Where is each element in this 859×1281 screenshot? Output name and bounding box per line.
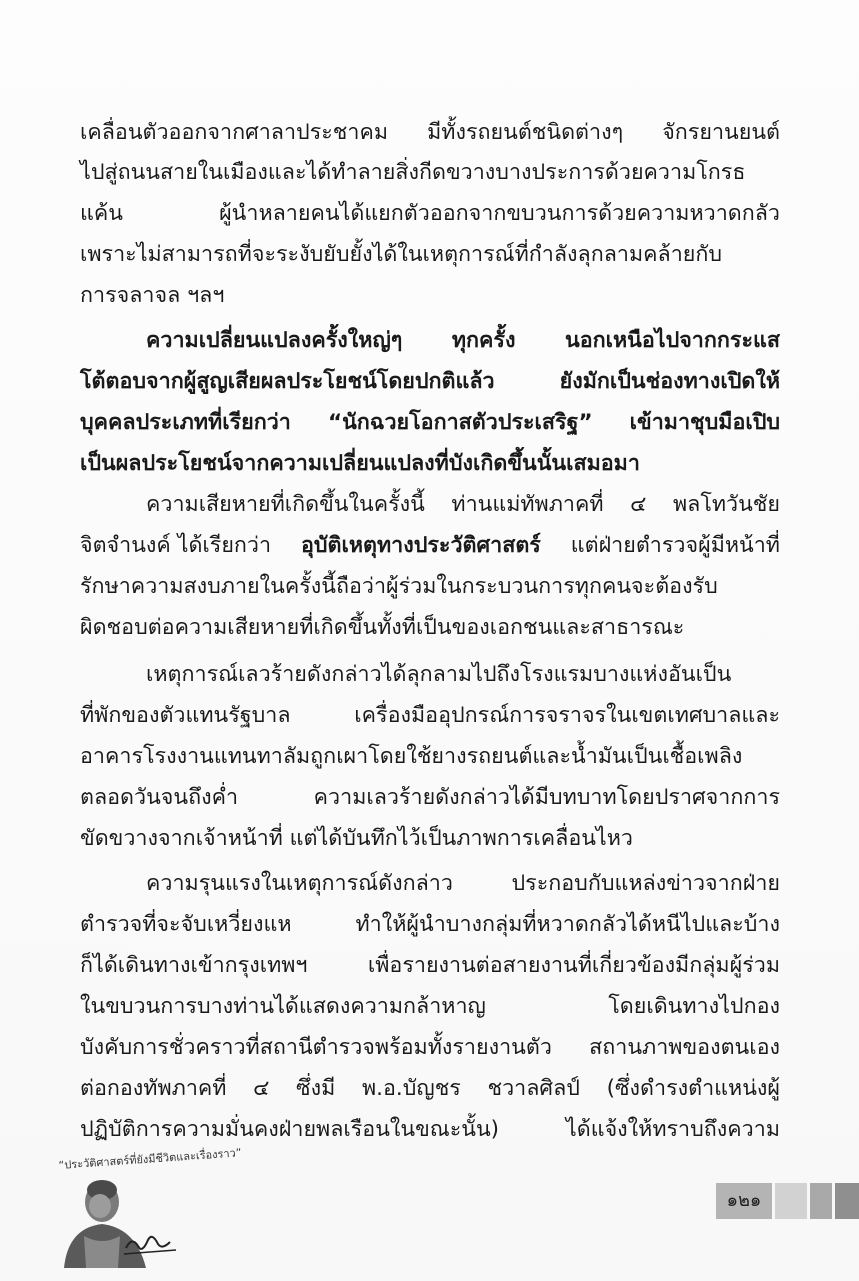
- paragraph-1-line-4: เพราะไม่สามารถที่จะระงับยับยั้งได้ในเหตุการณ์ที่กำลังลุกลามคล้ายกับ: [80, 242, 723, 267]
- paragraph-3-line-3: รักษาความสงบภายในครั้งนี้ถือว่าผู้ร่วมในกระบวนการทุกคนจะต้องรับ: [80, 574, 718, 599]
- tab-segment: [775, 1183, 807, 1219]
- paragraph-1-line-5: การจลาจล ฯลฯ: [80, 283, 225, 308]
- paragraph-1-line-3: แค้น ผู้นำหลายคนได้แยกตัวออกจากขบวนการด้วยความหวาดกลัว: [80, 201, 780, 226]
- paragraph-4-line-1: เหตุการณ์เลวร้ายดังกล่าวได้ลุกลามไปถึงโรงแรมบางแห่งอันเป็น: [146, 662, 732, 687]
- tab-segment: [810, 1183, 832, 1219]
- paragraph-3-line-4: ผิดชอบต่อความเสียหายที่เกิดขึ้นทั้งที่เป็นของเอกชนและสาธารณะ: [80, 615, 685, 640]
- paragraph-5-line-2: ตำรวจที่จะจับเหวี่ยงแห ทำให้ผู้นำบางกลุ่มที่หวาดกลัวได้หนีไปและบ้าง: [80, 912, 780, 937]
- paragraph-4-line-4: ตลอดวันจนถึงค่ำ ความเลวร้ายดังกล่าวได้มีบทบาทโดยปราศจากการ: [80, 785, 780, 810]
- tab-segment: [835, 1183, 859, 1219]
- paragraph-3-line-2: [80, 526, 780, 566]
- paragraph-5-line-3: ก็ได้เดินทางเข้ากรุงเทพฯ เพื่อรายงานต่อสายงานที่เกี่ยวข้องมีกลุ่มผู้ร่วม: [80, 953, 780, 978]
- paragraph-1-line-2: ไปสู่ถนนสายในเมืองและได้ทำลายสิ่งกีดขวางบางประการด้วยความโกรธ: [80, 160, 746, 185]
- paragraph-5-line-6: ต่อกองทัพภาคที่ ๔ ซึ่งมี พ.อ.บัญชร ชวาลศิลป์ (ซึ่งดำรงตำแหน่งผู้: [80, 1076, 780, 1101]
- page-number-tab: [716, 1183, 859, 1219]
- page-number: ๑๒๑: [716, 1183, 772, 1219]
- paragraph-5-line-1: ความรุนแรงในเหตุการณ์ดังกล่าว ประกอบกับแหล่งข่าวจากฝ่าย: [146, 871, 780, 896]
- paragraph-4-line-5: ขัดขวางจากเจ้าหน้าที่ แต่ได้บันทึกไว้เป็นภาพการเคลื่อนไหว: [80, 826, 633, 851]
- paragraph-5-line-5: บังคับการชั่วคราวที่สถานีตำรวจพร้อมทั้งรายงานตัว สถานภาพของตนเอง: [80, 1035, 780, 1060]
- author-portrait-logo: [54, 1158, 194, 1268]
- paragraph-2-line-2: โต้ตอบจากผู้สูญเสียผลประโยชน์โดยปกติแล้ว ยังมักเป็นช่องทางเปิดให้: [80, 369, 780, 394]
- paragraph-4-line-3: อาคารโรงงานแทนทาลัมถูกเผาโดยใช้ยางรถยนต์และน้ำมันเป็นเชื้อเพลิง: [80, 744, 743, 769]
- paragraph-2-line-4: เป็นผลประโยชน์จากความเปลี่ยนแปลงที่บังเกิดขึ้นนั้นเสมอมา: [80, 451, 640, 476]
- historical-accident-term: อุบัติเหตุทางประวัติศาสตร์: [300, 533, 541, 558]
- paragraph-4-line-2: ที่พักของตัวแทนรัฐบาล เครื่องมืออุปกรณ์การจราจรในเขตเทศบาลและ: [80, 703, 780, 728]
- paragraph-3-line-2-start: จิตจำนงค์ ได้เรียกว่า: [80, 533, 272, 558]
- paragraph-2-line-1: ความเปลี่ยนแปลงครั้งใหญ่ๆ ทุกครั้ง นอกเหนือไปจากกระแส: [146, 328, 780, 353]
- logo-caption: “ประวัติศาสตร์ที่ยังมีชีวิตและเรื่องราว”: [58, 1146, 242, 1172]
- paragraph-1-line-1: เคลื่อนตัวออกจากศาลาประชาคม มีทั้งรถยนต์ชนิดต่างๆ จักรยานยนต์: [80, 120, 780, 145]
- paragraph-5-line-4: ในขบวนการบางท่านได้แสดงความกล้าหาญ โดยเดินทางไปกอง: [80, 994, 780, 1019]
- paragraph-3-line-1: ความเสียหายที่เกิดขึ้นในครั้งนี้ ท่านแม่ทัพภาคที่ ๔ พลโทวันชัย: [146, 492, 780, 517]
- paragraph-2-line-3: บุคคลประเภทที่เรียกว่า “นักฉวยโอกาสตัวประเสริฐ” เข้ามาชุบมือเปิบ: [80, 410, 780, 435]
- paragraph-5-line-7: ปฏิบัติการความมั่นคงฝ่ายพลเรือนในขณะนั้น) ได้แจ้งให้ทราบถึงความ: [80, 1117, 780, 1142]
- paragraph-3-line-2-end: แต่ฝ่ายตำรวจผู้มีหน้าที่: [570, 533, 780, 558]
